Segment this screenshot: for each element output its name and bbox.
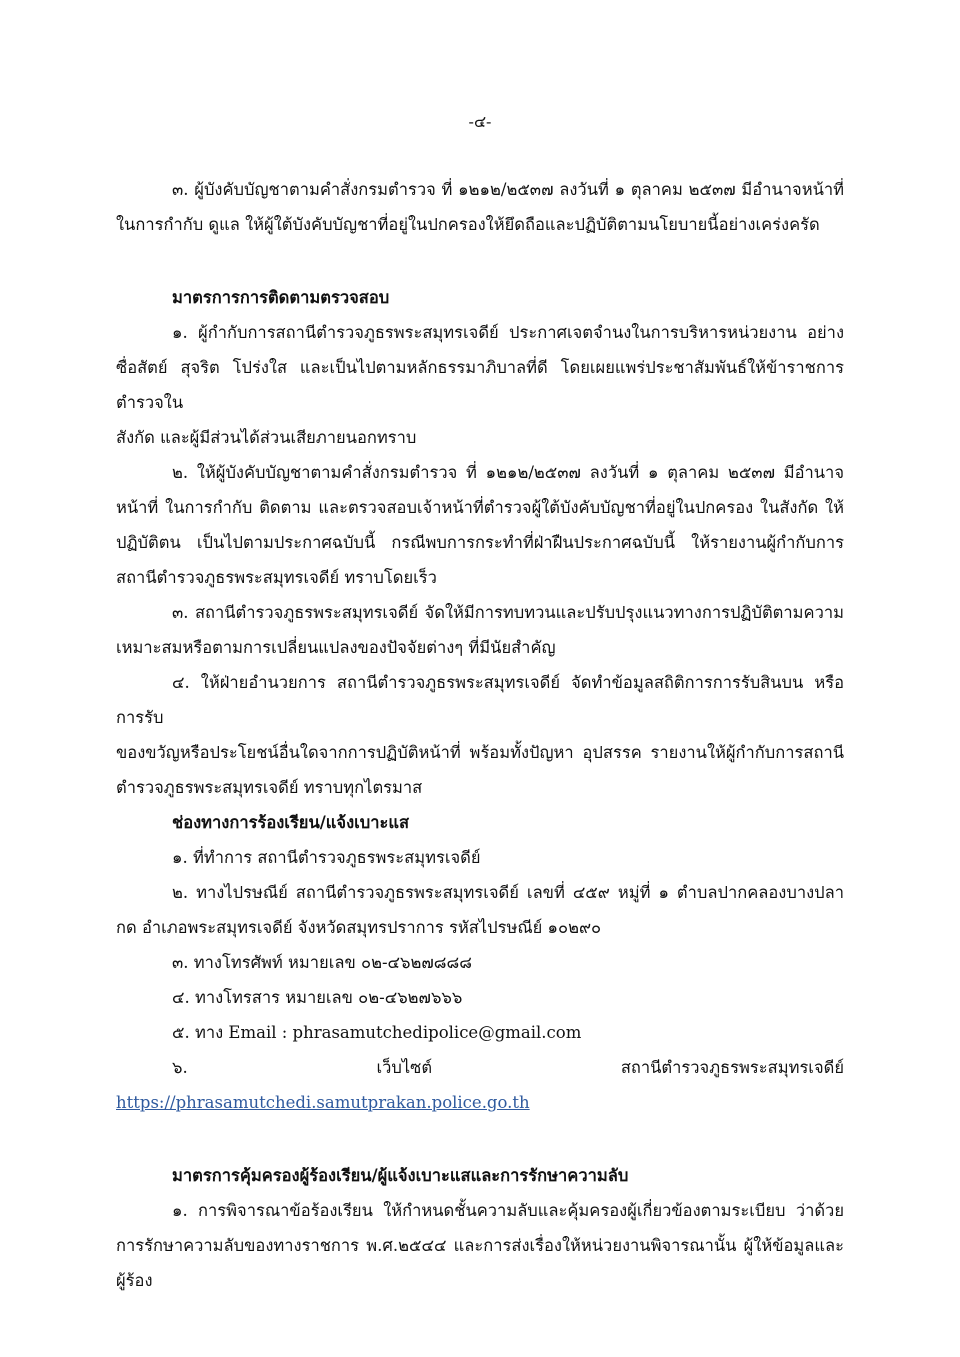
channel-item-6 xyxy=(116,1050,844,1120)
protection-heading: มาตรการคุ้มครองผู้ร้องเรียน/ผู้แจ้งเบาะแสและการรักษาความลับ xyxy=(172,1166,629,1185)
channel-item-1: ๑. ที่ทำการ สถานีตำรวจภูธรพระสมุทรเจดีย์ xyxy=(172,848,481,867)
monitoring-item-4-continued: ของขวัญหรือประโยชน์อื่นใดจากการปฏิบัติหน้าที่ พร้อมทั้งปัญหา อุปสรรค รายงานให้ผู้กำกับการสถานีตำรวจภูธรพระสมุทรเจดีย์ ทราบทุกไตรมาส xyxy=(116,743,844,797)
monitoring-item-2: ๒. ให้ผู้บังคับบัญชาตามคำสั่งกรมตำรวจ ที่ ๑๒๑๒/๒๕๓๗ ลงวันที่ ๑ ตุลาคม ๒๕๓๗ มีอำนาจหน้าที่ ในการกำกับ ติดตาม และตรวจสอบเจ้าหน้าที่ตำรวจผู้ใต้บังคับบัญชาที่อยู่ในปกครอง ในสังกัด ให้ปฏิบัติตน เป็นไปตามประกาศฉบับนี้ กรณีพบการกระทำที่ฝ่าฝืนประกาศฉบับนี้ ให้รายงานผู้กำกับการสถานีตำรวจภูธรพระสมุทรเจดีย์ ทราบโดยเร็ว xyxy=(116,463,844,587)
channel-item-6-label: ๖. เว็บไซต์ สถานีตำรวจภูธรพระสมุทรเจดีย์ xyxy=(172,1058,844,1077)
protection-item-1: ๑. การพิจารณาข้อร้องเรียน ให้กำหนดชั้นความลับและคุ้มครองผู้เกี่ยวข้องตามระเบียบ ว่าด้วยการรักษาความลับของทางราชการ พ.ศ.๒๕๔๔ และการส่งเรื่องให้หน่วยงานพิจารณานั้น ผู้ให้ข้อมูลและผู้ร้อง xyxy=(116,1201,844,1290)
monitoring-item-3: ๓. สถานีตำรวจภูธรพระสมุทรเจดีย์ จัดให้มีการทบทวนและปรับปรุงแนวทางการปฏิบัติตามความเหมาะสมหรือตามการเปลี่ยนแปลงของปัจจัยต่างๆ ที่มีนัยสำคัญ xyxy=(116,603,844,657)
intro-item-3: ๓. ผู้บังคับบัญชาตามคำสั่งกรมตำรวจ ที่ ๑๒๑๒/๒๕๓๗ ลงวันที่ ๑ ตุลาคม ๒๕๓๗ มีอำนาจหน้าที่ในการกำกับ ดูแล ให้ผู้ใต้บังคับบัญชาที่อยู่ในปกครองให้ยึดถือและปฏิบัติตามนโยบายนี้อย่างเคร่งครัด xyxy=(116,180,844,234)
channel-item-4: ๔. ทางโทรสาร หมายเลข ๐๒-๔๖๒๗๖๖๖ xyxy=(172,988,463,1007)
monitoring-item-1: ๑. ผู้กำกับการสถานีตำรวจภูธรพระสมุทรเจดีย์ ประกาศเจตจำนงในการบริหารหน่วยงาน อย่างซื่อสัตย์ สุจริต โปร่งใส และเป็นไปตามหลักธรรมาภิบาลที่ดี โดยเผยแพร่ประชาสัมพันธ์ให้ข้าราชการตำรวจใน xyxy=(116,323,844,412)
channel-item-5: ๕. ทาง Email : phrasamutchedipolice@gmail.com xyxy=(172,1023,582,1042)
channels-heading: ช่องทางการร้องเรียน/แจ้งเบาะแส xyxy=(172,813,410,832)
section-spacer xyxy=(116,1120,844,1158)
website-link[interactable]: https://phrasamutchedi.samutprakan.police.go.th xyxy=(116,1093,530,1112)
document-body xyxy=(116,172,844,1298)
channel-item-3: ๓. ทางโทรศัพท์ หมายเลข ๐๒-๔๖๒๗๘๘๘ xyxy=(172,953,472,972)
channel-item-2: ๒. ทางไปรษณีย์ สถานีตำรวจภูธรพระสมุทรเจดีย์ เลขที่ ๔๕๙ หมู่ที่ ๑ ตำบลปากคลองบางปลากด อำเภอพระสมุทรเจดีย์ จังหวัดสมุทรปราการ รหัสไปรษณีย์ ๑๐๒๙๐ xyxy=(116,883,844,937)
section-spacer xyxy=(116,242,844,280)
page-number: -๔- xyxy=(468,112,492,131)
monitoring-item-1-continued: สังกัด และผู้มีส่วนได้ส่วนเสียภายนอกทราบ xyxy=(116,428,417,447)
monitoring-item-4: ๔. ให้ฝ่ายอำนวยการ สถานีตำรวจภูธรพระสมุทรเจดีย์ จัดทำข้อมูลสถิติการการรับสินบน หรือการรับ xyxy=(116,673,844,727)
monitoring-heading: มาตรการการติดตามตรวจสอบ xyxy=(172,288,390,307)
